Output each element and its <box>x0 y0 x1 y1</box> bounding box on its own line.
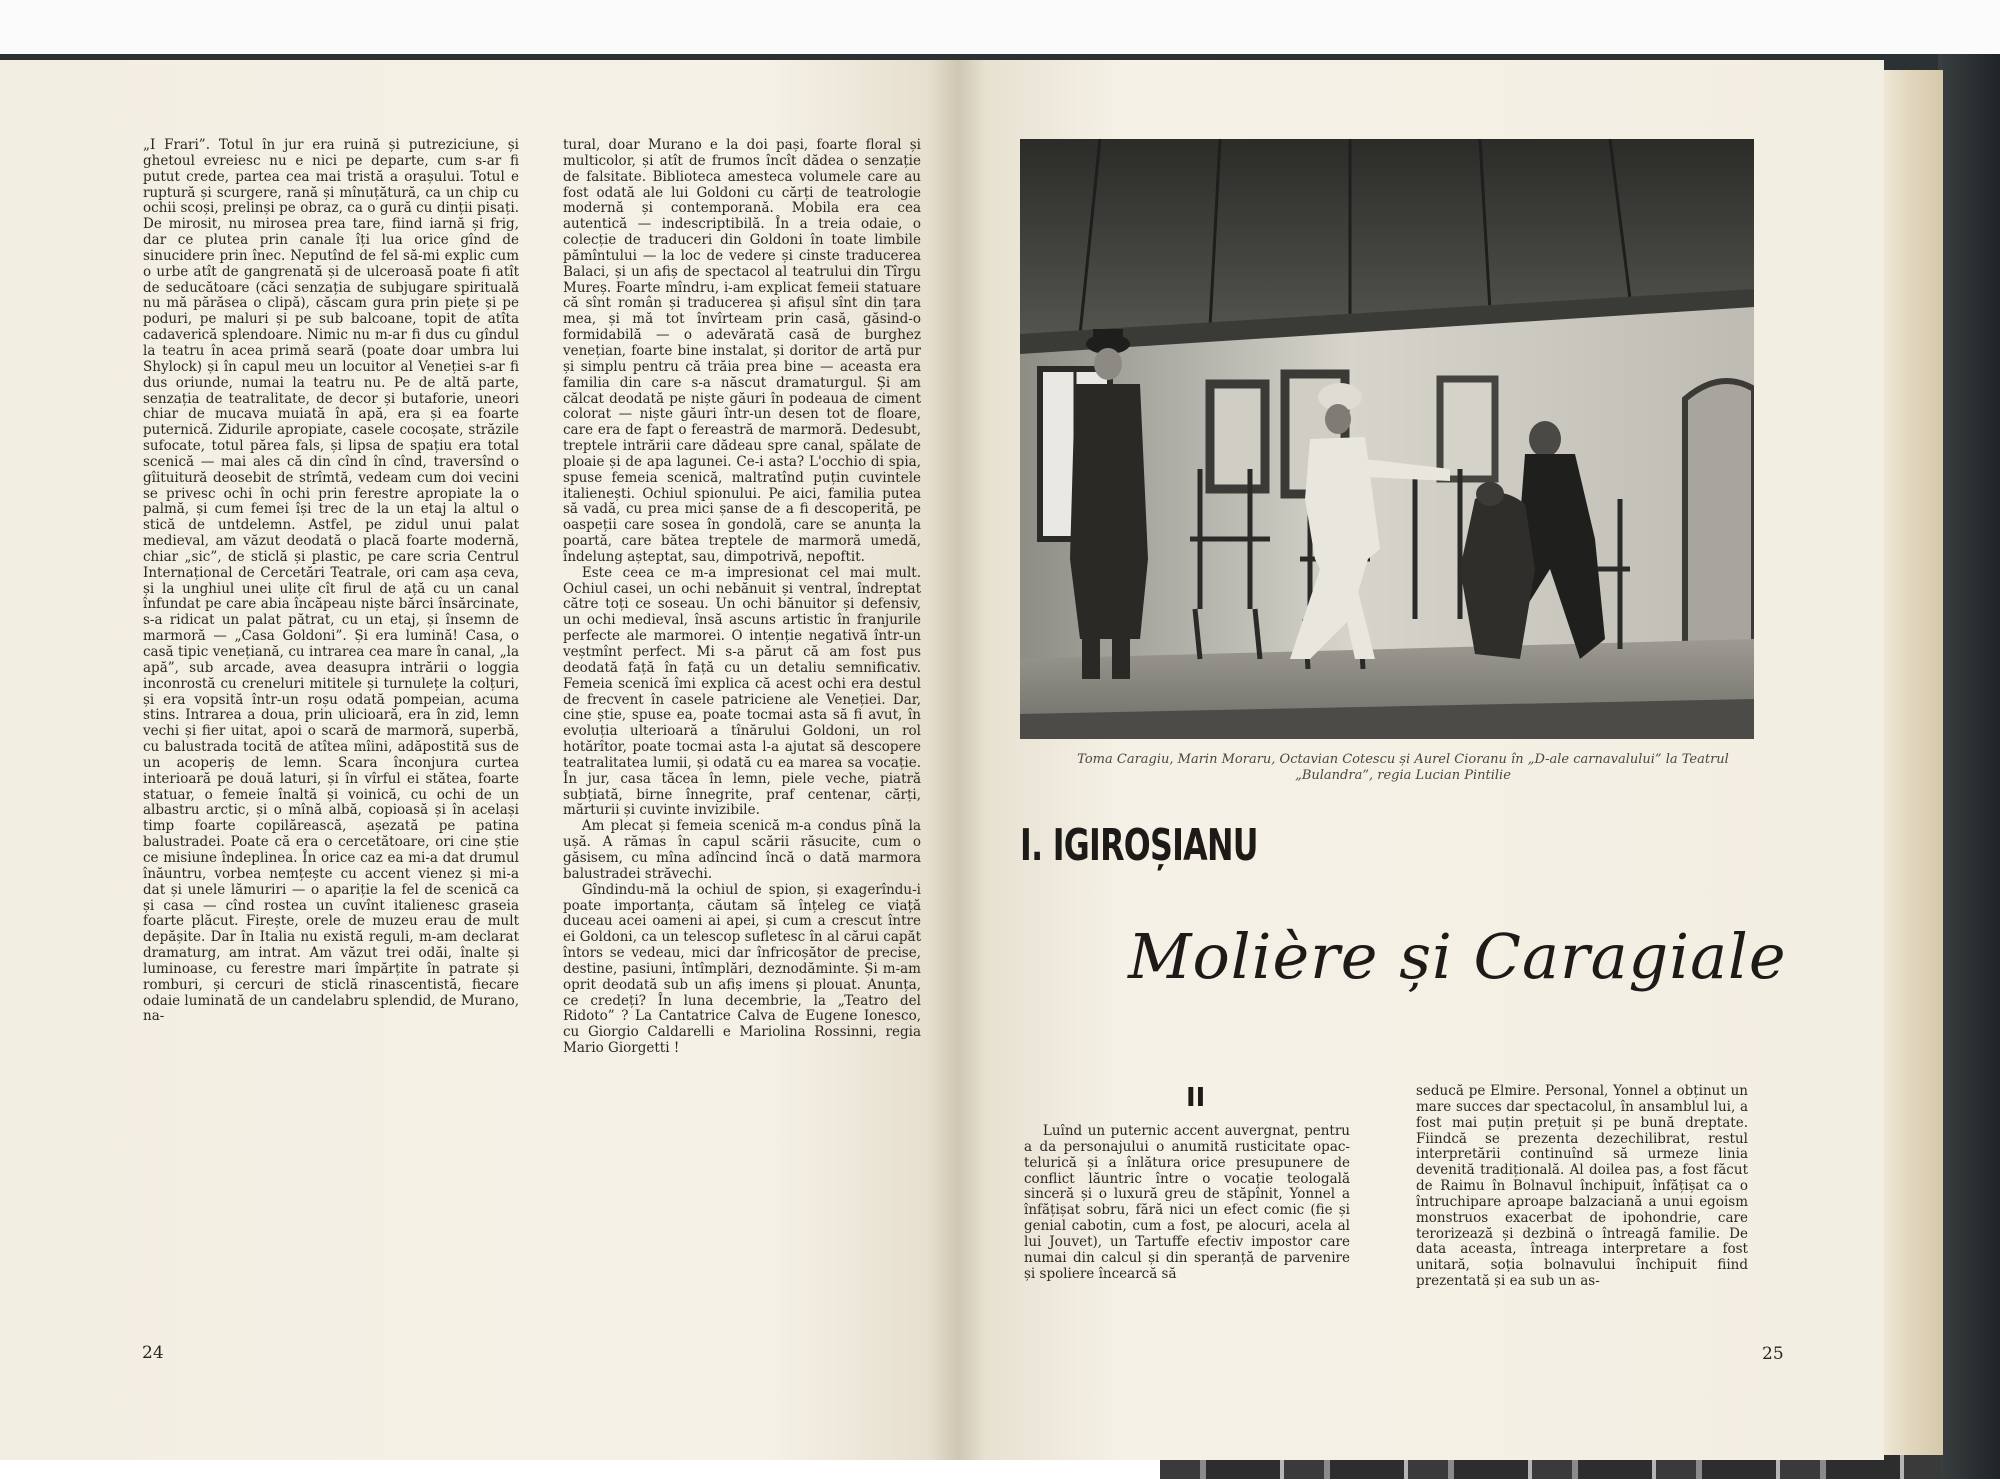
photo-caption: Toma Caragiu, Marin Moraru, Octavian Cotescu și Aurel Cioranu în „D-ale carnavalului” la Teatrul „Bulandra”, regia Lucian Pintilie <box>1077 752 1729 783</box>
section-numeral: II <box>1186 1083 1206 1113</box>
stage-scene-photo <box>1020 139 1754 739</box>
binder-spine-edge <box>1938 54 2000 1479</box>
paragraph: tural, doar Murano e la doi pași, foarte floral și multicolor, și atît de frumos încît dădea o senzație de falsitate. Biblioteca amesteca volumele care au fost odată ale lui Goldoni cu cărți de teatrologie modernă și contemporană. Mobila era cea autentică — indescriptibilă. În a treia odaie, o colecție de traduceri din Goldoni în toate limbile pămîntului — la loc de vedere și cinste traducerea Balaci, și un afiș de spectacol al teatrului din Tîrgu Mureș. Foarte mîndru, i-am explicat femeii statuare că sînt român și traducerea și afișul sînt din țara mea, și mă tot învîrteam prin casă, găsind-o formidabilă — o adevărată casă de burghez venețian, foarte bine instalat, și doritor de artă pur și simplu pentru că trăia prea bine — aceasta era familia din care s-a născut dramaturgul. Și am călcat deodată pe niște găuri în podeaua de ciment colorat — niște găuri într-un desen tot de floare, care era de fapt o fereastră de marmoră. Dedesubt, treptele intrării care dădeau spre canal, spălate de ploaie și de apa lagunei. Ce-i asta? L'occhio di spia, spuse femeia scenică, maltratînd puțin cuvintele italienești. Ochiul spionului. Pe aici, familia putea să vadă, cu prea mici șanse de a fi descoperită, pe oaspeții care sosea în gondolă, care se anunța la poartă, care bătea treptele de marmoră umedă, îndelung așteptat, sau, dimpotrivă, nepoftit. <box>563 138 921 565</box>
right-page-column-1 <box>1024 1124 1350 1334</box>
left-page-column-1 <box>143 138 519 1323</box>
paragraph: Este ceea ce m-a impresionat cel mai mult. Ochiul casei, un ochi nebănuit și ventral, îndreptat către toți ce soseau. Un ochi bănuitor și defensiv, un ochi medieval, însă ascuns artistic în franjurile perfecte ale marmorei. O intenție negativă într-un veștmînt perfect. Mi s-a părut că am fost pus deodată față în față cu un detaliu semnificativ. Femeia scenică îmi explica că acest ochi era destul de frecvent în casele patriciene ale Veneției. Dar, cine știe, spuse ea, poate tocmai asta să fi avut, în evoluția ulterioară a tînărului Goldoni, un rol hotărîtor, poate tocmai asta l-a ajutat să descopere teatralitatea lumii, și odată cu ea marea sa vocație. În jur, casa tăcea în lemn, piele veche, piatră subțiată, birne înnegrite, praf centenar, cărți, mărturii și cuvinte invizibile. <box>563 564 921 819</box>
paragraph: Am plecat și femeia scenică m-a condus pînă la ușă. A rămas în capul scării răsucite, cum o găsisem, cu mîna adîncind încă o dată marmora balustradei străvechi. <box>563 818 921 882</box>
paragraph: seducă pe Elmire. Personal, Yonnel a obținut un mare succes dar spectacolul, în ansamblul lui, a fost mai puțin prețuit și pe bună dreptate. Fiindcă se prezenta dezechilibrat, restul interpretării continuînd să urmeze linia devenită tradițională. Al doilea pas, a fost făcut de Raimu în Bolnavul închipuit, înfățișat ca o întruchipare aproape balzaciană a unui egoism monstruos exacerbat de ipohondrie, care terorizează și dezbină o întreagă familie. De data aceasta, întreaga interpretare a fost unitară, soția bolnavului închipuit fiind prezentată și ea sub un as- <box>1416 1084 1748 1290</box>
page-number-left: 24 <box>142 1343 164 1363</box>
author-name: I. IGIROȘIANU <box>1020 820 1258 871</box>
scan-background <box>0 0 2000 58</box>
paragraph: „I Frari”. Totul în jur era ruină și putreziciune, și ghetoul evreiesc nu e nici pe departe, cum s-ar fi putut crede, partea cea mai tristă a orașului. Totul e ruptură și scurgere, rană și mînuțătură, ca un chip cu ochii scoși, prelinși pe obraz, ca o gură cu dinții pisați. De mirosit, nu mirosea prea tare, fiind iarnă și frig, dar ce plutea prin canale îți lua orice gînd de sinucidere prin înec. Neputînd de fel să-mi explic cum o urbe atît de gangrenată și de ulceroasă poate fi atît de seducătoare (căci senzația de subjugare spirituală nu mă părăsea o clipă), căscam gura prin piețe și pe poduri, pe maluri și pe sub balcoane, topit de atîta cadaverică splendoare. Nimic nu m-ar fi dus cu gîndul la teatru în acea primă seară (poate doar umbra lui Shylock) și în capul meu un locuitor al Veneției s-ar fi dus oriunde, numai la teatru nu. Pe de altă parte, senzația de teatralitate, de decor și butaforie, uneori chiar de mucava muiată în apă, era și ea foarte puternică. Zidurile apropiate, casele cocoșate, străzile sufocate, totul părea fals, și lipsa de spațiu era total scenică — mai ales că din cînd în cînd, traversînd o gîituitură deosebit de strîmtă, vedeam cum doi vecini se privesc ochi în ochi prin ferestre apropiate la o palmă, și cum femei își trec de la un etaj la altul o stică de untdelemn. Astfel, pe zidul unui palat medieval, am văzut deodată o placă foarte modernă, chiar „sic”, de sticlă și plastic, pe care scria Centrul Internațional de Cercetări Teatrale, ori cam așa ceva, și la unghiul unei ulițe cît firul de ață cu un canal înfundat pe care abia încăpeau niște bărci însărcinate, s-a ridicat un palat pătrat, cu un etaj, și însemn de marmoră — „Casa Goldoni”. Și era lumină! Casa, o casă tipic venețiană, cu intrarea cea mare în canal, „la apă”, sub arcade, avea deasupra intrării o loggia inconrostă cu creneluri mititele și turnulețe la colțuri, și era vopsită într-un roșu odată pompeian, acuma stins. Intrarea a doua, prin ulicioară, era în zid, lemn vechi și fier uitat, apoi o scară de marmoră, superbă, cu balustrada tocită de atîtea mîini, adăpostită sus de un acoperiș de lemn. Scara înconjura curtea interioară pe două laturi, și în vîrful ei stătea, foarte statuar, o femeie înaltă și voinică, cu ochi de un albastru arctic, și o mînă albă, copioasă și în același timp foarte copilărească, așezată pe patina balustradei. Poate că era o cercetătoare, ori cine știe ce misiune îndeplinea. În orice caz ea mi-a dat drumul înăuntru, vorbea nemțește cu accent vienez și mi-a dat și unele lămuriri — o apariție la fel de scenică ca și casa — cînd rostea un cuvînt italienesc graseia foarte plăcut. Firește, orele de muzeu erau de mult depășite. Dar în Italia nu există reguli, m-am declarat dramaturg, am intrat. Am văzut trei odăi, înalte și luminoase, cu ferestre mari împărțite în patrate și romburi, și cercuri de sticlă rinascentistă, fiecare odaie luminată de un candelabru splendid, de Murano, na- <box>143 138 519 1025</box>
page-stack-edge <box>1882 70 1943 1455</box>
page-number-right: 25 <box>1762 1344 1784 1364</box>
paragraph: Luînd un puternic accent auvergnat, pentru a da personajului o anumită rusticitate opac-telurică și a înlătura orice presupunere de conflict lăuntric între o vocație teologală sinceră și o luxură greu de stăpînit, Yonnel a înfățișat sobru, fără nici un efect comic (fie și genial cabotin, cum a fost, pe alocuri, acela al lui Jouvet), un Tartuffe efectiv impostor care numai din calcul și din speranță de parvenire și spoliere încearcă să <box>1024 1124 1350 1282</box>
left-page-column-2 <box>563 138 921 1323</box>
paragraph: Gîndindu-mă la ochiul de spion, și exagerîndu-i poate importanța, căutam să înțeleg ce viață duceau acei oameni ai apei, și cum a crescut între ei Goldoni, ca un telescop sufletesc în al cărui capăt întors se vedeau, mici dar înfricoșător de precise, destine, pasiuni, întîmplări, deznodăminte. Și m-am oprit deodată sub un afiș imens și plouat. Anunța, ce credeți? În luna decembrie, la „Teatro del Ridoto” ? La Cantatrice Calva de Eugene Ionesco, cu Giorgio Caldarelli e Mariolina Rossinni, regia Mario Giorgetti ! <box>563 881 921 1057</box>
right-page-column-2 <box>1416 1084 1748 1334</box>
article-title: Molière și Caragiale <box>1128 920 1787 993</box>
